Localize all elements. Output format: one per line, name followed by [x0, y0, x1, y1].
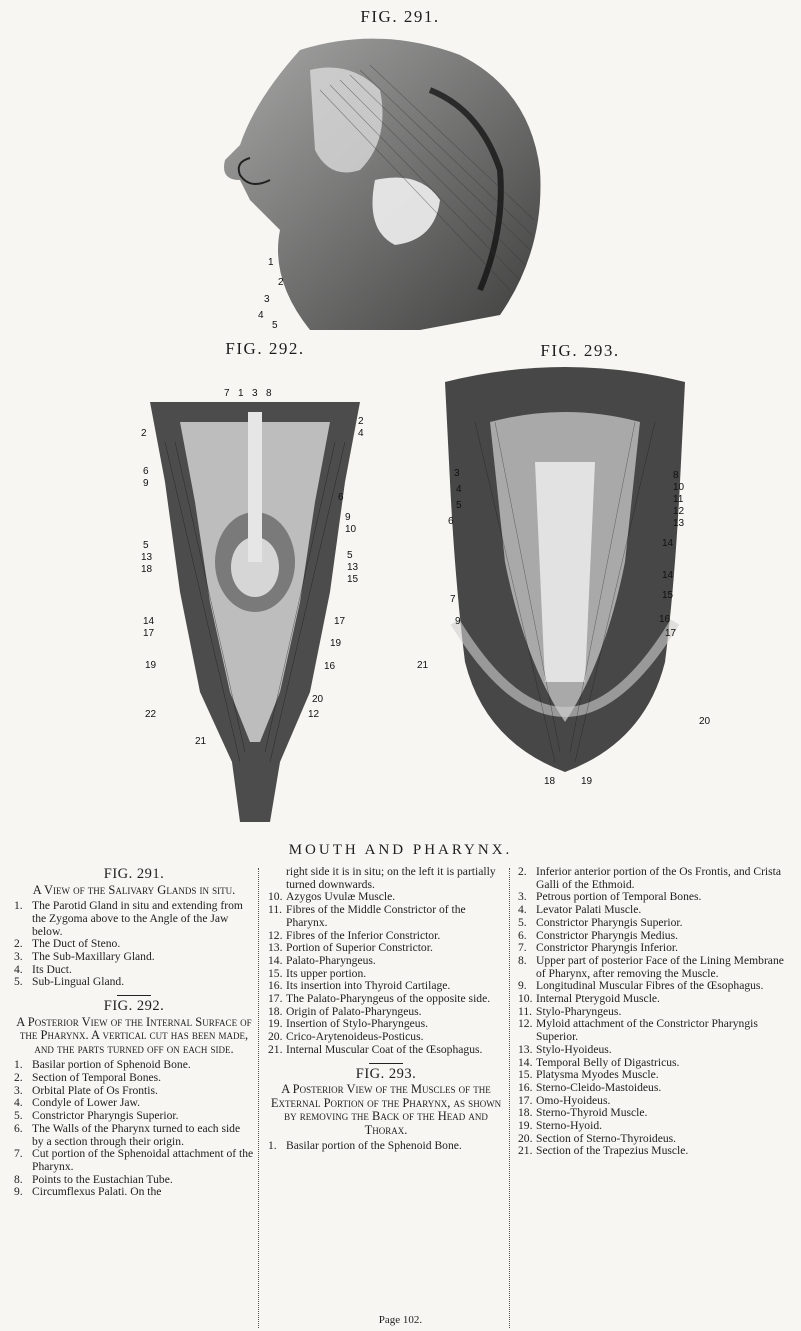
legend-item-text: Its Duct. [32, 962, 72, 976]
legend-item-text: Section of the Trapezius Muscle. [536, 1144, 689, 1158]
legend-column-3 [518, 866, 790, 1158]
fig292-legend-subtitle: A Posterior View of the Internal Surface of the Pharynx. A vertical cut has been made, and the parts turned off on each side. [16, 1014, 252, 1056]
legend-item-text: Palato-Pharyngeus. [286, 953, 376, 967]
fig292-top-label: 8 [266, 388, 272, 399]
legend-item [14, 1186, 254, 1199]
fig293-illustration [415, 362, 715, 787]
legend-item-text: The Palato-Pharyngeus of the opposite side. [286, 992, 491, 1006]
legend-item-number: 11. [268, 903, 283, 917]
legend-item-number: 5. [518, 915, 527, 929]
fig291-label: 4 [258, 310, 264, 321]
legend-item-text: Temporal Belly of Digastricus. [536, 1055, 680, 1069]
legend-item-number: 3. [518, 890, 527, 904]
legend-item-number: 17. [518, 1093, 533, 1107]
legend-item-number: 6. [14, 1121, 23, 1135]
legend-item-text: The Parotid Gland in situ and extending from the Zygoma above to the Angle of the Jaw below. [32, 899, 243, 938]
fig291-label: 1 [268, 257, 274, 268]
legend-item [518, 866, 790, 891]
fig292-illustration [140, 362, 370, 822]
legend-item-number: 12. [518, 1017, 533, 1031]
legend-item-number: 2. [14, 937, 23, 951]
fig292-right-label: 10 [345, 524, 357, 535]
legend-item-number: 4. [14, 1096, 23, 1110]
legend-item-number [268, 866, 286, 891]
fig292-left-label: 14 [143, 616, 155, 627]
legend-item-number: 4. [518, 903, 527, 917]
legend-item-text: Constrictor Pharyngis Superior. [32, 1109, 179, 1123]
fig292-right-label: 6 [338, 492, 344, 503]
divider [117, 995, 151, 996]
legend-item-number: 20. [268, 1030, 283, 1044]
fig293-legend-subtitle: A Posterior View of the Muscles of the External Portion of the Pharynx, as shown by removing the Back of the Head and Thorax. [270, 1082, 502, 1137]
legend-item [268, 993, 504, 1006]
legend-item-text: Sterno-Thyroid Muscle. [536, 1106, 648, 1120]
fig292-right-label: 19 [330, 638, 342, 649]
legend-item-number: 16. [268, 979, 283, 993]
legend-item-number: 14. [518, 1055, 533, 1069]
legend-item-text: Levator Palati Muscle. [536, 903, 642, 917]
legend-item-number: 15. [518, 1068, 533, 1082]
legend-item-number: 21. [268, 1042, 283, 1056]
legend-item-text: Circumflexus Palati. On the [32, 1185, 162, 1199]
fig292-left-label: 9 [143, 478, 149, 489]
fig293-right-label: 16 [659, 614, 671, 625]
fig292-right-label: 4 [358, 428, 364, 439]
legend-item-text: Orbital Plate of Os Frontis. [32, 1083, 158, 1097]
legend-item-number: 3. [14, 1083, 23, 1097]
legend-item-text: Constrictor Pharyngis Medius. [536, 928, 679, 942]
legend-item-text: Origin of Palato-Pharyngeus. [286, 1004, 422, 1018]
legend-column-2 [268, 866, 504, 1153]
legend-item-number: 17. [268, 992, 283, 1006]
legend-item [268, 1031, 504, 1044]
legend-item-text: Myloid attachment of the Constrictor Pharyngis Superior. [536, 1017, 758, 1044]
fig291-label: 3 [264, 294, 270, 305]
legend-item-number: 7. [14, 1147, 23, 1161]
pharynx-internal-engraving [140, 362, 370, 822]
legend-item [518, 1145, 790, 1158]
legend-item-number: 10. [268, 890, 283, 904]
fig292-title: FIG. 292. [225, 339, 305, 358]
fig292-left-label: 21 [195, 736, 207, 747]
fig293-right-label: 14 [662, 570, 674, 581]
legend-item [518, 993, 790, 1006]
fig292-legend-heading: FIG. 292. [103, 998, 165, 1015]
legend-item-number: 20. [518, 1131, 533, 1145]
fig293-right-label: 10 [673, 482, 685, 493]
fig292-right-label: 13 [347, 562, 359, 573]
legend-item [14, 1123, 254, 1148]
fig292-right-label: 2 [358, 416, 364, 427]
column-brace [258, 868, 265, 1328]
fig292-right-label: 12 [308, 709, 320, 720]
fig293-right-label: 11 [673, 494, 684, 505]
section-banner: MOUTH AND PHARYNX. [288, 842, 513, 858]
legend-item-text: Upper part of posterior Face of the Lining Membrane of Pharynx, after removing the Muscle. [536, 953, 784, 980]
legend-item-number: 15. [268, 966, 283, 980]
legend-item-text: Fibres of the Inferior Constrictor. [286, 928, 441, 942]
legend-item-text: Constrictor Pharyngis Superior. [536, 915, 683, 929]
fig292-right-label: 17 [334, 616, 346, 627]
legend-item-text: Section of Temporal Bones. [32, 1071, 162, 1085]
legend-item-text: Portion of Superior Constrictor. [286, 941, 433, 955]
legend-item-number: 10. [518, 992, 533, 1006]
fig292-right-label: 20 [312, 694, 324, 705]
legend-item-text: Internal Muscular Coat of the Œsophagus. [286, 1042, 483, 1056]
fig293-left-label: 5 [456, 500, 462, 511]
legend-item [14, 1072, 254, 1085]
legend-item [14, 900, 254, 938]
fig293-left-label: 3 [454, 468, 460, 479]
legend-item-number: 6. [518, 928, 527, 942]
fig293-right-label: 13 [673, 518, 685, 529]
legend-item [518, 1044, 790, 1057]
legend-item-number: 18. [268, 1004, 283, 1018]
legend-item [268, 955, 504, 968]
legend-item [14, 951, 254, 964]
legend-item [268, 904, 504, 929]
page-number: Page 102. [378, 1314, 423, 1326]
legend-item-text: Azygos Uvulæ Muscle. [286, 890, 396, 904]
legend-item-text: Crico-Arytenoideus-Posticus. [286, 1030, 424, 1044]
legend-item-text: Section of Sterno-Thyroideus. [536, 1131, 677, 1145]
legend-item-number: 21. [518, 1144, 533, 1158]
legend-item-number: 7. [518, 941, 527, 955]
legend-item-text: Stylo-Pharyngeus. [536, 1004, 622, 1018]
fig292-top-label: 1 [238, 388, 244, 399]
legend-item-text: Sterno-Cleido-Mastoideus. [536, 1080, 662, 1094]
legend-item-text: The Sub-Maxillary Gland. [32, 950, 155, 964]
legend-item-text: Cut portion of the Sphenoidal attachment of the Pharynx. [32, 1147, 254, 1173]
column-brace [509, 868, 516, 1328]
legend-item-number: 14. [268, 953, 283, 967]
fig292-right-label: 5 [347, 550, 353, 561]
fig293-left-label: 6 [448, 516, 454, 527]
legend-item [268, 1140, 504, 1153]
legend-item-text: Sub-Lingual Gland. [32, 975, 125, 989]
legend-column-1 [14, 866, 254, 1199]
pharynx-external-muscles-engraving [415, 362, 715, 787]
fig292-right-label: 9 [345, 512, 351, 523]
legend-item-text: Sterno-Hyoid. [536, 1119, 603, 1133]
legend-item-number: 5. [14, 1109, 23, 1123]
legend-item-text: Basilar portion of Sphenoid Bone. [32, 1058, 191, 1072]
legend-item-number: 12. [268, 928, 283, 942]
fig291-label: 5 [272, 320, 278, 330]
legend-item-text: Insertion of Stylo-Pharyngeus. [286, 1017, 429, 1031]
fig293-left-label: 4 [456, 484, 462, 495]
legend-item [518, 904, 790, 917]
legend-item [14, 976, 254, 989]
fig292-right-label: 16 [324, 661, 336, 672]
legend-item [14, 1148, 254, 1173]
legend-item-number: 13. [518, 1042, 533, 1056]
fig292-top-label: 3 [252, 388, 258, 399]
fig293-bottom-label: 18 [544, 776, 556, 787]
fig292-top-label: 7 [224, 388, 230, 399]
legend-item-text: Platysma Myodes Muscle. [536, 1068, 659, 1082]
fig292-left-label: 13 [141, 552, 153, 563]
fig293-left-label: 7 [450, 594, 456, 605]
fig293-title: FIG. 293. [540, 341, 620, 360]
fig293-right-label: 15 [662, 590, 674, 601]
legend-item-number: 13. [268, 941, 283, 955]
fig291-illustration [180, 30, 625, 330]
legend-item-text: Points to the Eustachian Tube. [32, 1172, 173, 1186]
legend-item-text: Stylo-Hyoideus. [536, 1042, 612, 1056]
fig291-title: FIG. 291. [360, 7, 440, 26]
legend-item [518, 1082, 790, 1095]
fig291-legend-subtitle: A View of the Salivary Glands in situ. [32, 882, 236, 897]
legend-item-number: 3. [14, 950, 23, 964]
legend-item-text: Basilar portion of the Sphenoid Bone. [286, 1139, 462, 1153]
legend-item-text: Longitudinal Muscular Fibres of the Œsophagus. [536, 979, 764, 993]
legend-item-text: Constrictor Pharyngis Inferior. [536, 941, 679, 955]
legend-item-text: right side it is in situ; on the left it is partially turned downwards. [286, 865, 496, 891]
salivary-glands-engraving [180, 30, 625, 330]
legend-item-number: 16. [518, 1080, 533, 1094]
legend-item-number: 19. [268, 1017, 283, 1031]
legend-item-text: Its upper portion. [286, 966, 367, 980]
fig292-left-label: 17 [143, 628, 155, 639]
legend-item-number: 8. [14, 1172, 23, 1186]
legend-item [268, 866, 504, 891]
legend-item-text: The Walls of the Pharynx turned to each side by a section through their origin. [32, 1121, 241, 1148]
legend-item [14, 1110, 254, 1123]
fig292-left-label: 6 [143, 466, 149, 477]
legend-item-number: 2. [518, 865, 527, 878]
divider [369, 1063, 403, 1064]
legend-item-number: 1. [268, 1139, 277, 1153]
fig293-right-label: 8 [673, 470, 679, 481]
fig292-right-label: 15 [347, 574, 359, 585]
fig293-right-label: 20 [699, 716, 711, 727]
legend-item-text: Condyle of Lower Jaw. [32, 1096, 141, 1110]
fig293-right-label: 12 [673, 506, 685, 517]
legend-item-text: Fibres of the Middle Constrictor of the Pharynx. [286, 903, 466, 929]
legend-item [268, 1044, 504, 1057]
legend-item-number: 4. [14, 962, 23, 976]
fig292-left-label: 18 [141, 564, 153, 575]
fig293-left-label: 9 [455, 616, 461, 627]
legend-item [518, 1120, 790, 1133]
legend-item-number: 5. [14, 975, 23, 989]
fig292-left-label: 2 [141, 428, 147, 439]
legend-item-text: Its insertion into Thyroid Cartilage. [286, 979, 451, 993]
legend-item [518, 955, 790, 980]
fig291-label: 2 [278, 277, 284, 288]
fig293-legend-heading: FIG. 293. [355, 1065, 417, 1082]
legend-item-number: 18. [518, 1106, 533, 1120]
legend-item-text: Petrous portion of Temporal Bones. [536, 890, 702, 904]
legend-item-text: Omo-Hyoideus. [536, 1093, 611, 1107]
legend-item [518, 917, 790, 930]
fig293-right-label: 14 [662, 538, 674, 549]
fig292-left-label: 19 [145, 660, 157, 671]
legend-item-number: 1. [14, 899, 23, 913]
fig293-right-label: 17 [665, 628, 677, 639]
legend-item-text: Inferior anterior portion of the Os Frontis, and Crista Galli of the Ethmoid. [536, 865, 782, 891]
legend-item-text: The Duct of Steno. [32, 937, 121, 951]
legend-item-number: 11. [518, 1004, 533, 1018]
legend-item-number: 2. [14, 1071, 23, 1085]
fig293-bottom-label: 19 [581, 776, 593, 787]
legend-item-number: 1. [14, 1058, 23, 1072]
legend-item-number: 9. [14, 1185, 23, 1199]
legend-item-number: 8. [518, 953, 527, 967]
legend-item-number: 19. [518, 1119, 533, 1133]
legend-item [518, 1018, 790, 1043]
fig291-legend-heading: FIG. 291. [103, 866, 165, 882]
legend-item-text: Internal Pterygoid Muscle. [536, 992, 660, 1006]
legend-item-number: 9. [518, 979, 527, 993]
fig292-left-label: 22 [145, 709, 157, 720]
fig293-left-label: 21 [417, 660, 429, 671]
fig292-left-label: 5 [143, 540, 149, 551]
